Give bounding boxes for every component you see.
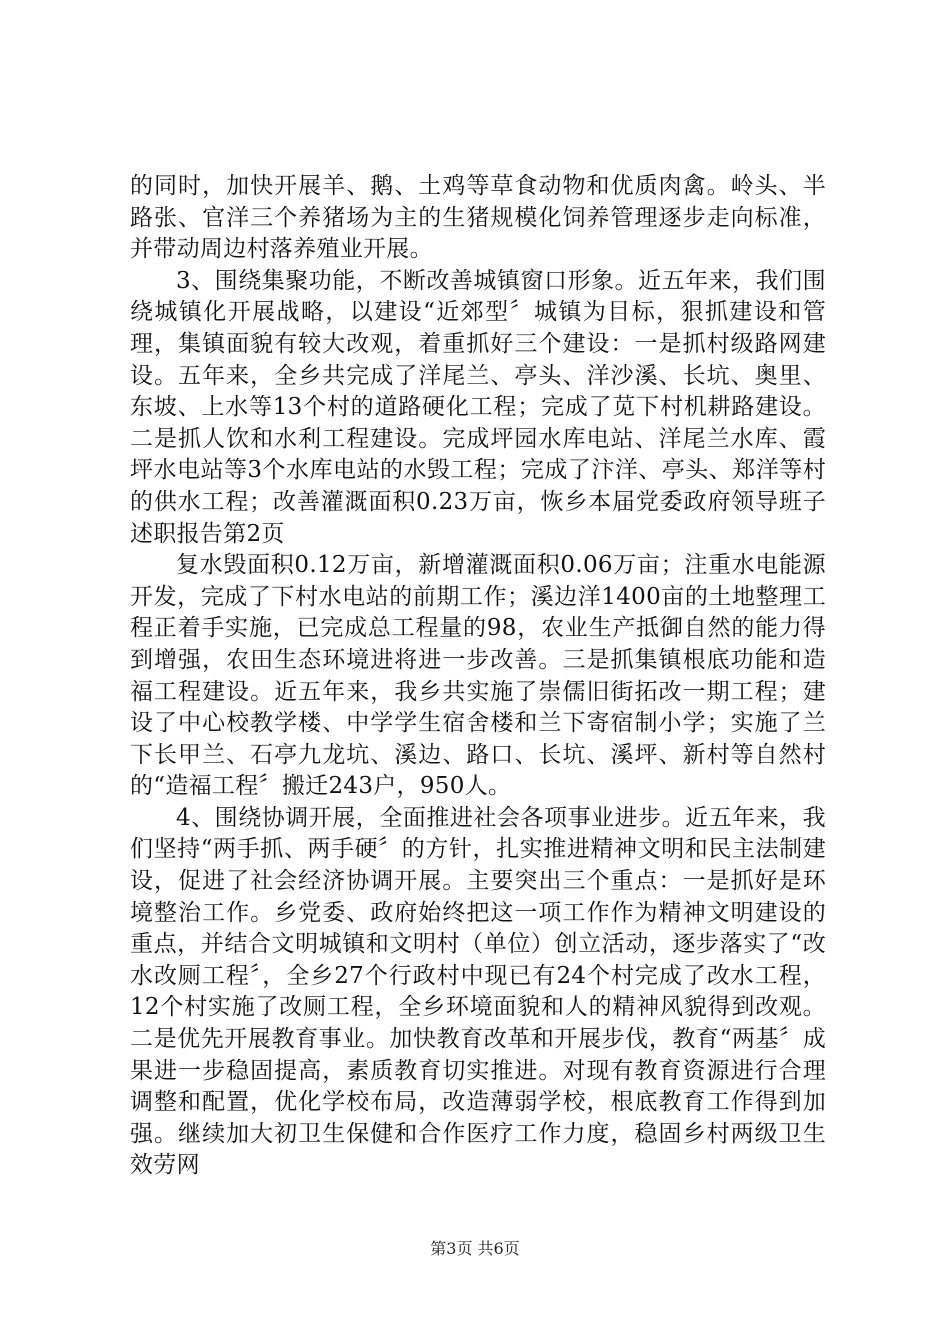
paragraph-3: 复水毁面积0.12万亩，新增灌溉面积0.06万亩；注重水电能源开发，完成了下村水电站的前期工作；溪边洋1400亩的土地整理工程正着手实施，已完成总工程量的98，农业生产抵御自然的能力得到增强，农田生态环境进将进一步改善。三是抓集镇根底功能和造福工程建设。近五年来，我乡共实施了崇儒旧街拓改一期工程；建设了中心校教学楼、中学学生宿舍楼和兰下寄宿制小学；实施了兰下长甲兰、石亭九龙坑、溪边、路口、长坑、溪坪、新村等自然村的“造福工程〞搬迁243户，950人。 (130, 552, 826, 800)
paragraph-2: 3、围绕集聚功能，不断改善城镇窗口形象。近五年来，我们围绕城镇化开展战略，以建设“近郊型〞城镇为目标，狠抓建设和管理，集镇面貌有较大改观，着重抓好三个建设：一是抓村级路网建设。五年来，全乡共完成了洋尾兰、亭头、洋沙溪、长坑、奥里、东坡、上水等13个村的道路硬化工程；完成了苋下村机耕路建设。二是抓人饮和水利工程建设。完成坪园水库电站、洋尾兰水库、霞坪水电站等3个水库电站的水毁工程；完成了汴洋、亭头、郑洋等村的供水工程；改善灌溉面积0.23万亩，恢乡本届党委政府领导班子述职报告第2页 (130, 267, 826, 547)
paragraph-4: 4、围绕协调开展，全面推进社会各项事业进步。近五年来，我们坚持“两手抓、两手硬〞的方针，扎实推进精神文明和民主法制建设，促进了社会经济协调开展。主要突出三个重点：一是抓好是环境整治工作。乡党委、政府始终把这一项工作作为精神文明建设的重点，并结合文明城镇和文明村（单位）创立活动，逐步落实了“改水改厕工程〞，全乡27个行政村中现已有24个村完成了改水工程，12个村实施了改厕工程，全乡环境面貌和人的精神风貌得到改观。二是优先开展教育事业。加快教育改革和开展步伐，教育“两基〞成果进一步稳固提高，素质教育切实推进。对现有教育资源进行合理调整和配置，优化学校布局，改造薄弱学校，根底教育工作得到加强。继续加大初卫生保健和合作医疗工作力度，稳固乡村两级卫生效劳网 (130, 804, 826, 1179)
paragraph-1: 的同时，加快开展羊、鹅、土鸡等草食动物和优质肉禽。岭头、半路张、官洋三个养猪场为主的生猪规模化饲养管理逐步走向标准，并带动周边村落养殖业开展。 (130, 173, 826, 263)
document-body (130, 171, 826, 1182)
page-number-footer: 第3页 共6页 (430, 1239, 520, 1258)
